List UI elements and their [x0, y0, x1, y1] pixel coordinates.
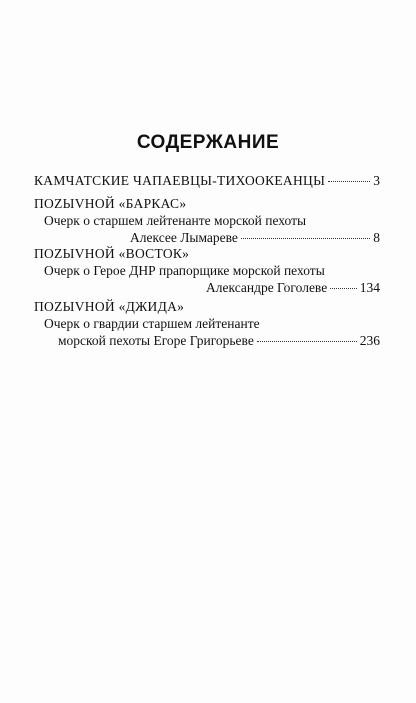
- dot-leader: [241, 238, 370, 239]
- toc-entry-heading: ПОZЫVНОЙ «ДЖИДА»: [34, 299, 185, 314]
- toc-entry-row: [34, 332, 380, 349]
- toc-entry: [34, 172, 380, 189]
- toc-entry-description: Очерк о Герое ДНР прапорщике морской пехоты: [44, 263, 325, 278]
- toc-entry: [34, 195, 380, 246]
- dot-leader: [257, 341, 357, 342]
- toc-entry: [34, 298, 380, 349]
- toc-entry-row: [34, 229, 380, 246]
- toc-page-number: 8: [373, 230, 380, 245]
- dot-leader: [328, 181, 370, 182]
- toc-page-number: 3: [373, 173, 380, 188]
- toc-entry-description: морской пехоты Егоре Григорьеве: [58, 333, 254, 348]
- toc-entry-heading: КАМЧАТСКИЕ ЧАПАЕВЦЫ-ТИХООКЕАНЦЫ: [34, 173, 326, 188]
- toc-entry: [34, 245, 380, 296]
- page-title: СОДЕРЖАНИЕ: [136, 132, 280, 153]
- toc-entry-row: [34, 172, 380, 189]
- toc-entry-description: Алексее Лымареве: [130, 230, 238, 245]
- toc-entry-description: Александре Гоголеве: [206, 280, 328, 295]
- dot-leader: [330, 288, 357, 289]
- toc-entry-heading: ПОZЫVНОЙ «ВОСТОК»: [34, 246, 190, 261]
- toc-entry-description: Очерк о гвардии старшем лейтенанте: [44, 316, 260, 331]
- toc-entry-row: [34, 279, 380, 296]
- toc-page-number: 236: [359, 333, 380, 348]
- toc-entry-heading: ПОZЫVНОЙ «БАРКАС»: [34, 196, 187, 211]
- toc-page-number: 134: [359, 280, 380, 295]
- toc-entry-description: Очерк о старшем лейтенанте морской пехоты: [44, 213, 307, 228]
